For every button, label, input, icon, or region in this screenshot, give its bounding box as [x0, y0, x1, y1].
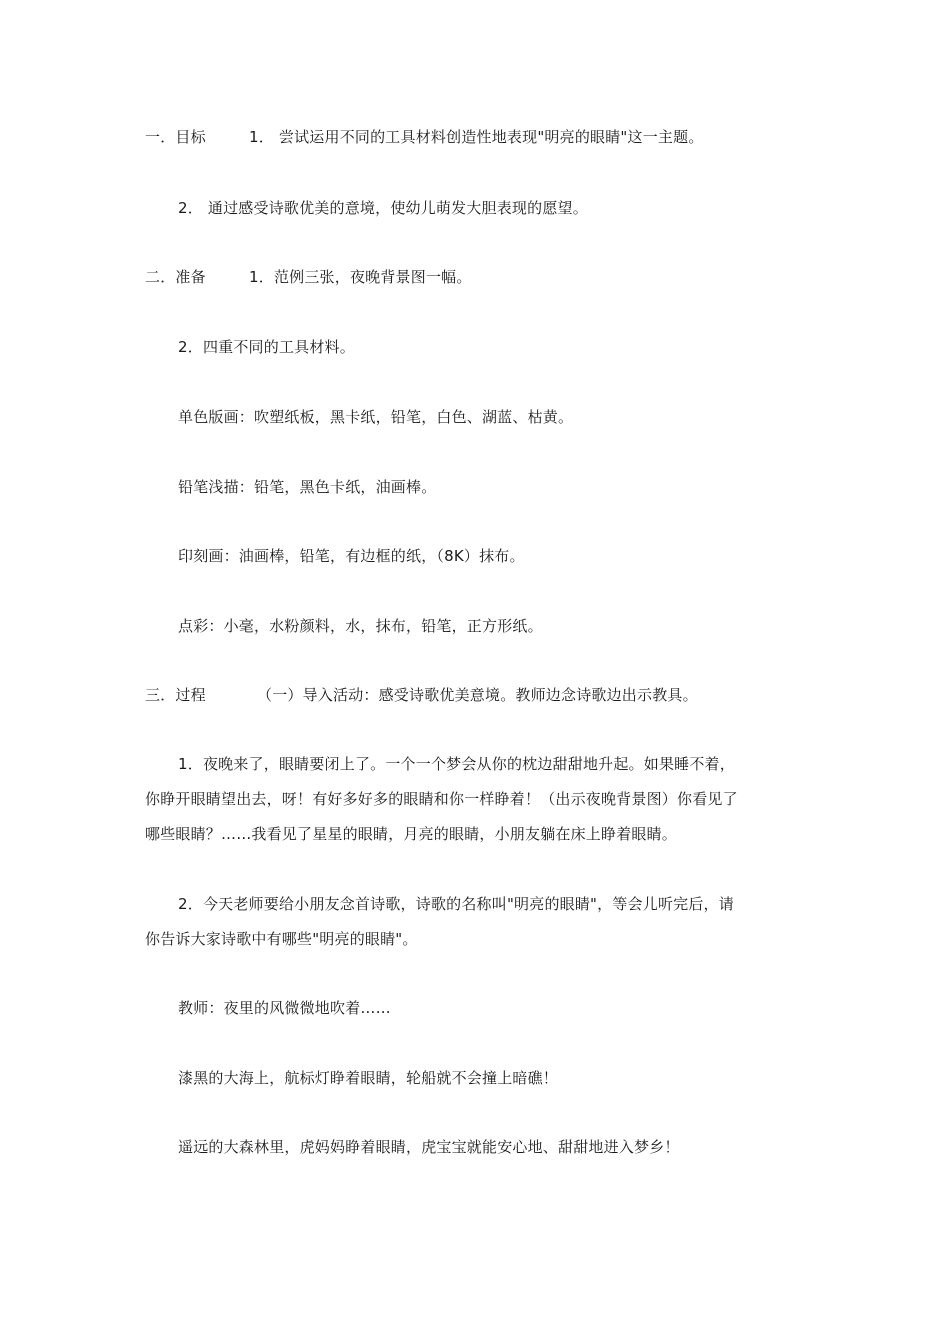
- paragraph-2-line-2: 你告诉大家诗歌中有哪些"明亮的眼睛"。: [145, 930, 418, 948]
- section-goals-label: 一．目标: [145, 128, 206, 146]
- goal-item-1: 1． 尝试运用不同的工具材料创造性地表现"明亮的眼睛"这一主题。: [249, 128, 704, 146]
- material-woodcut: 单色版画：吹塑纸板，黑卡纸，铅笔，白色、湖蓝、枯黄。: [178, 408, 574, 426]
- paragraph-1-line-1: 1．夜晚来了，眼睛要闭上了。一个一个梦会从你的枕边甜甜地升起。如果睡不着，: [178, 755, 735, 773]
- process-intro: （一）导入活动：感受诗歌优美意境。教师边念诗歌边出示教具。: [257, 686, 698, 704]
- prep-item-1: 1．范例三张，夜晚背景图一幅。: [249, 268, 472, 286]
- paragraph-1-line-2: 你睁开眼睛望出去，呀！有好多好多的眼睛和你一样睁着！（出示夜晚背景图）你看见了: [145, 790, 738, 808]
- section-prep-label: 二．准备: [145, 268, 206, 286]
- prep-item-2: 2．四重不同的工具材料。: [178, 338, 355, 356]
- material-pencil: 铅笔浅描：铅笔，黑色卡纸，油画棒。: [178, 478, 437, 496]
- paragraph-1-line-3: 哪些眼睛？……我看见了星星的眼睛，月亮的眼睛，小朋友躺在床上睁着眼睛。: [145, 825, 678, 843]
- paragraph-2-line-1: 2．今天老师要给小朋友念首诗歌，诗歌的名称叫"明亮的眼睛"，等会儿听完后，请: [178, 895, 734, 913]
- teacher-line: 教师：夜里的风微微地吹着……: [178, 999, 391, 1017]
- poem-line-2: 遥远的大森林里，虎妈妈睁着眼睛，虎宝宝就能安心地、甜甜地进入梦乡！: [178, 1138, 680, 1156]
- material-print: 印刻画：油画棒，铅笔，有边框的纸，（8K）抹布。: [178, 547, 525, 565]
- material-dots: 点彩：小毫，水粉颜料，水，抹布，铅笔，正方形纸。: [178, 617, 543, 635]
- section-process-label: 三．过程: [145, 686, 206, 704]
- goal-item-2: 2． 通过感受诗歌优美的意境，使幼儿萌发大胆表现的愿望。: [178, 199, 588, 217]
- section-goals: [145, 126, 704, 148]
- poem-line-1: 漆黑的大海上，航标灯睁着眼睛，轮船就不会撞上暗礁！: [178, 1069, 559, 1087]
- section-prep: [145, 266, 472, 288]
- section-process: [145, 684, 698, 706]
